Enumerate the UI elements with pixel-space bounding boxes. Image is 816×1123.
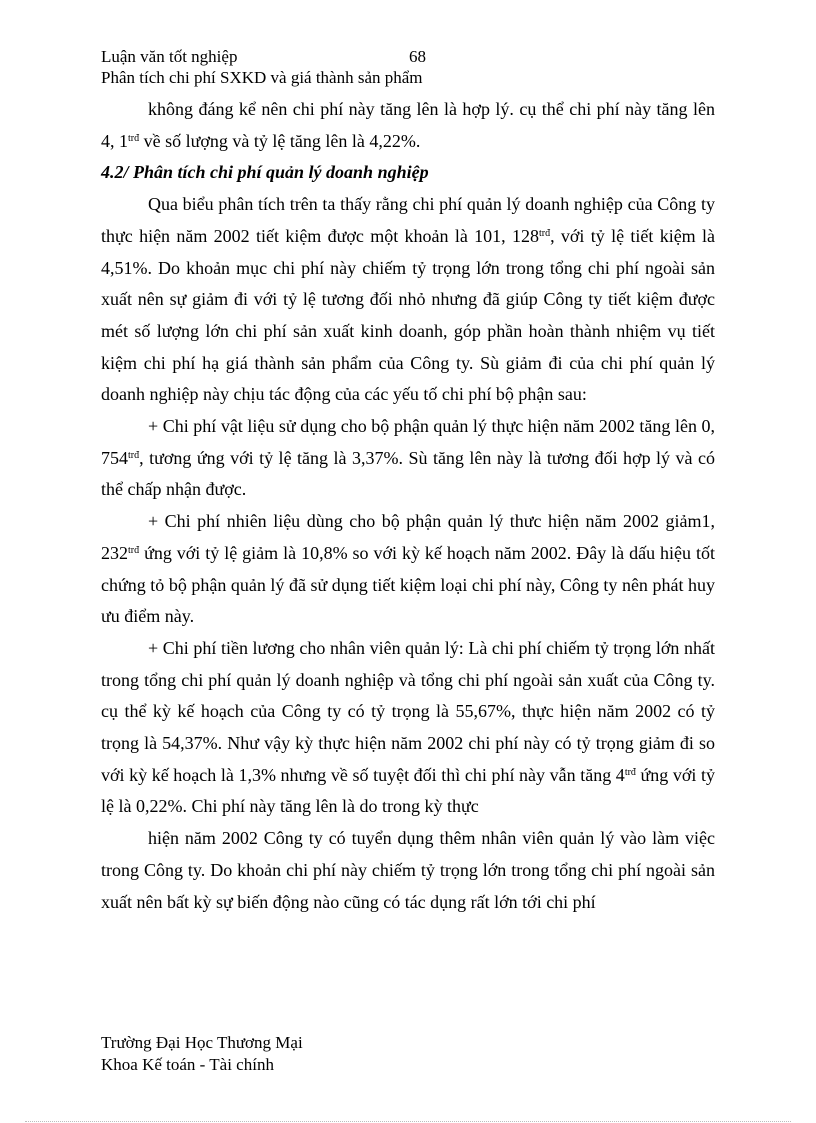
section-heading: 4.2/ Phân tích chi phí quản lý doanh nghiệp xyxy=(101,162,429,183)
paragraph: không đáng kể nên chi phí này tăng lên là hợp lý. cụ thể chi phí này tăng lên 4, $1^{trđ}$ về số lượng và tỷ lệ tăng lên là 4,22%. xyxy=(101,99,715,151)
paragraph: + Chi phí tiền lương cho nhân viên quản lý: Là chi phí chiếm tỷ trọng lớn nhất trong tổng chi phí quản lý doanh nghiệp và tổng chi phí ngoài sản xuất của Công ty. cụ thể kỳ kế hoạch của Công ty có tỷ trọng là 55,67%, thực hiện năm 2002 có tỷ trọng là 54,37%. Như vậy kỳ thực hiện năm 2002 chi phí này có tỷ trọng giảm đi so với kỳ kế hoạch là 1,3% nhưng về số tuyệt đối thì chi phí này vẫn tăng $4^{trđ}$ ứng với tỷ lệ là 0,22%. Chi phí này tăng lên là do trong kỳ thực xyxy=(101,637,715,817)
header-title: Luận văn tốt nghiệp xyxy=(101,47,238,66)
page-edge-divider xyxy=(25,1121,791,1122)
document-body xyxy=(101,94,715,918)
paragraph: hiện năm 2002 Công ty có tuyển dụng thêm nhân viên quản lý vào làm việc trong Công ty. Do khoản chi phí này chiếm tỷ trọng lớn trong tổng chi phí ngoài sản xuất nên bất kỳ sự biến động nào cũng có tác dụng rất lớn tới chi phí xyxy=(101,828,715,912)
footer-school: Trường Đại Học Thương Mại xyxy=(101,1033,303,1052)
paragraph: Qua biểu phân tích trên ta thấy rằng chi phí quản lý doanh nghiệp của Công ty thực hiện năm 2002 tiết kiệm được một khoản là 101, $128^{trđ}$, với tỷ lệ tiết kiệm là 4,51%. Do khoản mục chi phí này chiếm tỷ trọng lớn trong tổng chi phí ngoài sản xuất nên sự giảm đi với tỷ lệ tương đối nhỏ nhưng đã giúp Công ty tiết kiệm được mét số lượng lớn chi phí sản xuất kinh doanh, góp phần hoàn thành nhiệm vụ tiết kiệm chi phí hạ giá thành sản phẩm của Công ty. Sù giảm đi của chi phí quản lý doanh nghiệp này chịu tác động của các yếu tố chi phí bộ phận sau: xyxy=(101,194,715,405)
paragraph: + Chi phí vật liệu sử dụng cho bộ phận quản lý thực hiện năm 2002 tăng lên 0, $754^{trđ}$, tương ứng với tỷ lệ tăng là 3,37%. Sù tăng lên này là tương đối hợp lý và có thể chấp nhận được. xyxy=(101,416,715,500)
header-subtitle: Phân tích chi phí SXKD và giá thành sản phẩm xyxy=(101,68,423,87)
paragraph: + Chi phí nhiên liệu dùng cho bộ phận quản lý thưc hiện năm 2002 giảm1, $232^{trđ}$ ứng với tỷ lệ giảm là 10,8% so với kỳ kế hoạch năm 2002. Đây là dấu hiệu tốt chứng tỏ bộ phận quản lý đã sử dụng tiết kiệm loại chi phí này, Công ty nên phát huy ưu điểm này. xyxy=(101,511,715,627)
page-number: 68 xyxy=(409,47,426,66)
footer-faculty: Khoa Kế toán - Tài chính xyxy=(101,1055,274,1074)
